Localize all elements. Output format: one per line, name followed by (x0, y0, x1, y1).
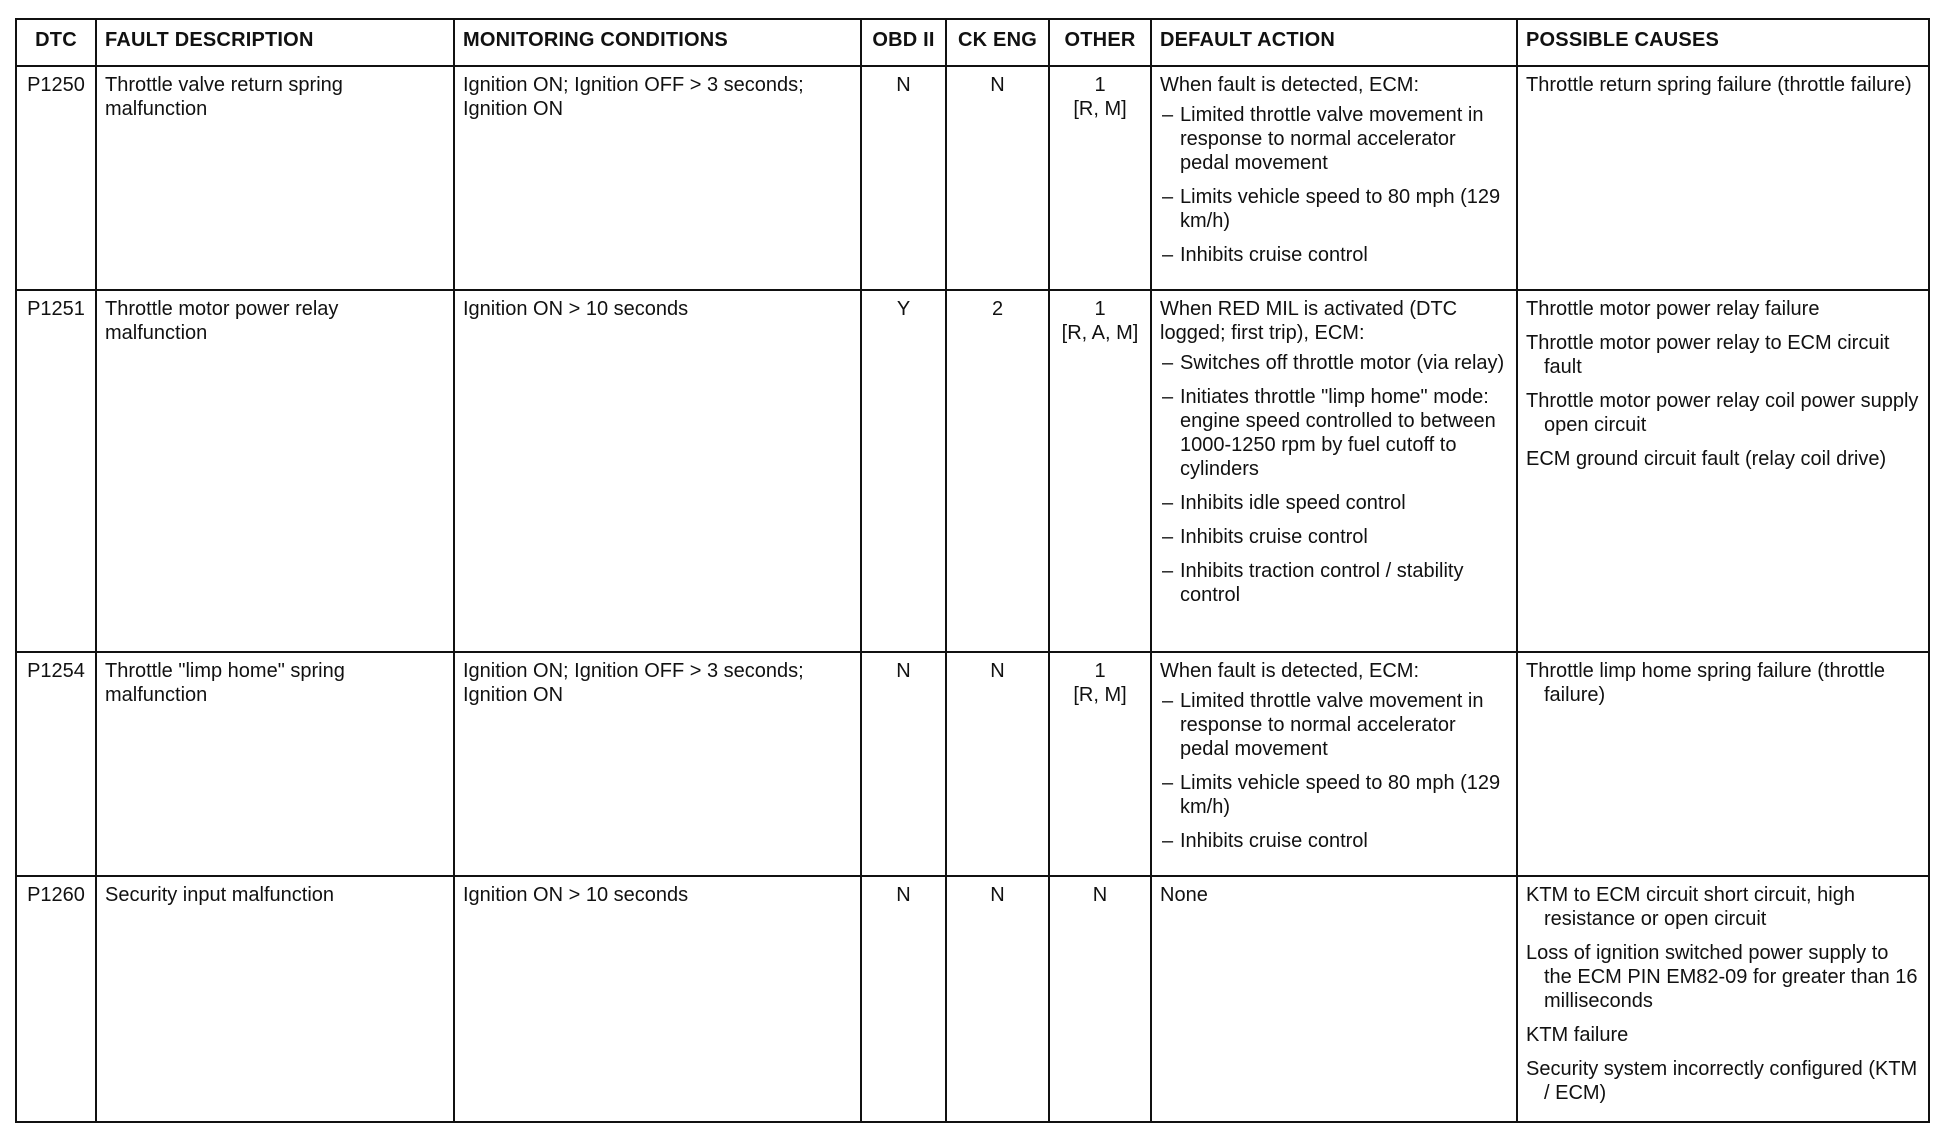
header-monitoring-conditions: MONITORING CONDITIONS (454, 19, 861, 66)
default-action-item: – Inhibits traction control / stability control (1160, 559, 1508, 607)
obd-ii-value: N (861, 876, 946, 1122)
possible-cause-item: Loss of ignition switched power supply to the ECM PIN EM82-09 for greater than 16 milliseconds (1526, 942, 1918, 1012)
dtc-code: P1260 (16, 876, 96, 1122)
fault-description: Security input malfunction (96, 876, 454, 1122)
default-action-item: – Limited throttle valve movement in response to normal accelerator pedal movement (1160, 103, 1508, 175)
other-number: 1 (1094, 298, 1106, 320)
dtc-code: P1251 (16, 290, 96, 652)
other-value (1049, 66, 1151, 290)
other-value (1049, 290, 1151, 652)
ck-eng-value: N (946, 652, 1049, 876)
header-dtc: DTC (16, 19, 96, 66)
possible-cause-item: KTM failure (1526, 1024, 1629, 1046)
header-row (16, 19, 1929, 66)
possible-causes (1517, 66, 1929, 290)
possible-cause-item: Throttle motor power relay failure (1526, 298, 1820, 320)
ck-eng-value: N (946, 66, 1049, 290)
default-action-item: – Initiates throttle "limp home" mode: engine speed controlled to between 1000-1250 rpm by fuel cutoff to cylinders (1160, 385, 1508, 481)
default-action-item: – Inhibits idle speed control (1160, 491, 1508, 515)
default-action-list (1160, 103, 1508, 267)
possible-cause-item: Throttle return spring failure (throttle failure) (1526, 74, 1912, 96)
fault-description: Throttle motor power relay malfunction (96, 290, 454, 652)
possible-causes (1517, 876, 1929, 1122)
default-action-list (1160, 689, 1508, 853)
possible-cause-item: Security system incorrectly configured (KTM / ECM) (1526, 1058, 1918, 1104)
monitoring-conditions: Ignition ON; Ignition OFF > 3 seconds; Ignition ON (454, 66, 861, 290)
other-codes: [R, A, M] (1061, 322, 1139, 344)
header-obd: OBD II (861, 19, 946, 66)
default-action (1151, 876, 1517, 1122)
default-action-lead: None (1160, 884, 1208, 906)
default-action-lead: When fault is detected, ECM: (1160, 660, 1420, 682)
possible-cause-item: ECM ground circuit fault (relay coil drive) (1526, 448, 1887, 470)
default-action (1151, 290, 1517, 652)
header-fault-description: FAULT DESCRIPTION (96, 19, 454, 66)
other-number: 1 (1094, 74, 1106, 96)
dtc-table (15, 18, 1930, 1123)
default-action-item: – Switches off throttle motor (via relay) (1160, 351, 1508, 375)
dtc-table-body (16, 66, 1929, 1122)
possible-cause-item: KTM to ECM circuit short circuit, high resistance or open circuit (1526, 884, 1855, 930)
other-codes: [R, M] (1073, 684, 1127, 706)
monitoring-conditions: Ignition ON > 10 seconds (454, 876, 861, 1122)
fault-description: Throttle "limp home" spring malfunction (96, 652, 454, 876)
possible-cause-item: Throttle motor power relay to ECM circuit fault (1526, 332, 1890, 378)
default-action-item: – Limited throttle valve movement in response to normal accelerator pedal movement (1160, 689, 1508, 761)
default-action-item: – Inhibits cruise control (1160, 243, 1508, 267)
header-default-action: DEFAULT ACTION (1151, 19, 1517, 66)
default-action-list (1160, 351, 1508, 607)
monitoring-conditions: Ignition ON; Ignition OFF > 3 seconds; Ignition ON (454, 652, 861, 876)
header-possible-causes: POSSIBLE CAUSES (1517, 19, 1929, 66)
other-value (1049, 652, 1151, 876)
other-value (1049, 876, 1151, 1122)
dtc-code: P1254 (16, 652, 96, 876)
default-action-item: – Limits vehicle speed to 80 mph (129 km/h) (1160, 771, 1508, 819)
default-action-item: – Inhibits cruise control (1160, 829, 1508, 853)
obd-ii-value: N (861, 66, 946, 290)
table-row (16, 66, 1929, 290)
default-action-lead: When RED MIL is activated (DTC logged; first trip), ECM: (1160, 298, 1458, 344)
table-row (16, 290, 1929, 652)
default-action (1151, 652, 1517, 876)
default-action-item: – Limits vehicle speed to 80 mph (129 km/h) (1160, 185, 1508, 233)
table-row (16, 652, 1929, 876)
default-action (1151, 66, 1517, 290)
dtc-code: P1250 (16, 66, 96, 290)
other-number: N (1092, 884, 1108, 906)
ck-eng-value: 2 (946, 290, 1049, 652)
ck-eng-value: N (946, 876, 1049, 1122)
default-action-item: – Inhibits cruise control (1160, 525, 1508, 549)
possible-causes (1517, 290, 1929, 652)
obd-ii-value: Y (861, 290, 946, 652)
monitoring-conditions: Ignition ON > 10 seconds (454, 290, 861, 652)
header-ck-eng: CK ENG (946, 19, 1049, 66)
header-other: OTHER (1049, 19, 1151, 66)
possible-cause-item: Throttle motor power relay coil power supply open circuit (1526, 390, 1919, 436)
default-action-lead: When fault is detected, ECM: (1160, 74, 1420, 96)
possible-causes (1517, 652, 1929, 876)
other-number: 1 (1094, 660, 1106, 682)
obd-ii-value: N (861, 652, 946, 876)
possible-cause-item: Throttle limp home spring failure (throttle failure) (1526, 660, 1886, 706)
table-row (16, 876, 1929, 1122)
other-codes: [R, M] (1073, 98, 1127, 120)
fault-description: Throttle valve return spring malfunction (96, 66, 454, 290)
